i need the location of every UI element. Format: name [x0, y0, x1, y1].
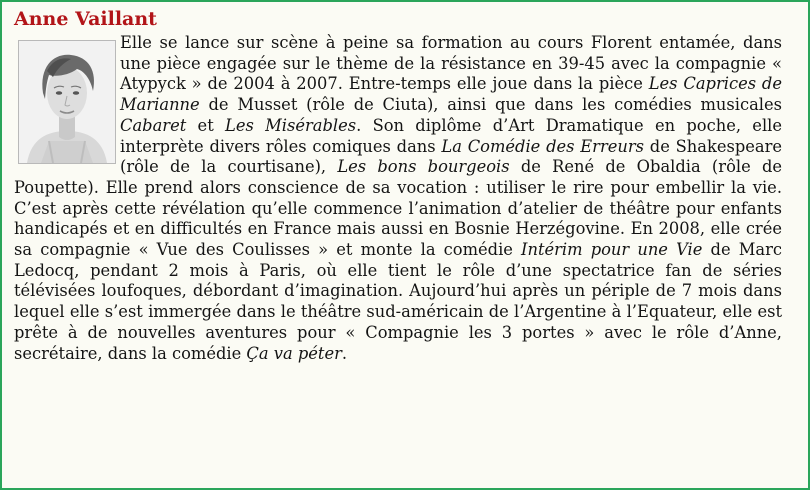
- photo-spacer: [14, 33, 120, 163]
- work-title: Les Misérables: [225, 115, 357, 135]
- person-name: Anne Vaillant: [14, 8, 157, 30]
- work-title: Ça va péter: [246, 343, 342, 363]
- work-title: Intérim pour une Vie: [521, 240, 703, 260]
- work-title: Cabaret: [120, 115, 187, 135]
- bio-text: de René de Obaldia (rôle de Poupette). Elle prend alors conscience de sa vocation : utiliser le rire pour embellir la vie. C’est après cette révélation qu’elle commence l’animation d’atelier de théâtre pour enfants handicapés et en difficultés en France mais aussi en Bosnie Herzégovine. En 2008, elle crée sa compagnie « Vue des Coulisses » et monte la comédie: [14, 157, 782, 260]
- bio-text: de Marc Ledocq, pendant 2 mois à Paris, où elle tient le rôle d’une spectatrice fan de séries télévisées loufoques, débordant d’imagination. Aujourd’hui après un périple de 7 mois dans lequel elle s’est immergée dans le théâtre sud-américain de l’Argentine à l’Equateur, elle est prête à de nouvelles aventures pour « Compagnie les 3 portes » avec le rôle d’Anne, secrétaire, dans la comédie: [14, 240, 782, 363]
- bio-text: de Musset (rôle de Ciuta), ainsi que dans les comédies musicales: [199, 95, 782, 115]
- bio-text: de Shakespeare (rôle de la courtisane),: [120, 136, 783, 177]
- bio-text: Elle se lance sur scène à peine sa formation au cours Florent entamée, dans une pièce engagée sur le thème de la résistance en 39-45 avec la compagnie « Atypyck » de 2004 à 2007. Entre-temps elle joue dans la pièce: [120, 33, 782, 94]
- work-title: Les Caprices de Marianne: [120, 74, 782, 115]
- work-title: Les bons bourgeois: [337, 157, 510, 177]
- biography-text: [14, 33, 782, 364]
- bio-text: .: [341, 343, 348, 363]
- bio-text: et: [186, 115, 226, 135]
- bio-text: . Son diplôme d’Art Dramatique en poche, elle interprète divers rôles comiques dans: [120, 115, 782, 156]
- work-title: La Comédie des Erreurs: [441, 136, 644, 156]
